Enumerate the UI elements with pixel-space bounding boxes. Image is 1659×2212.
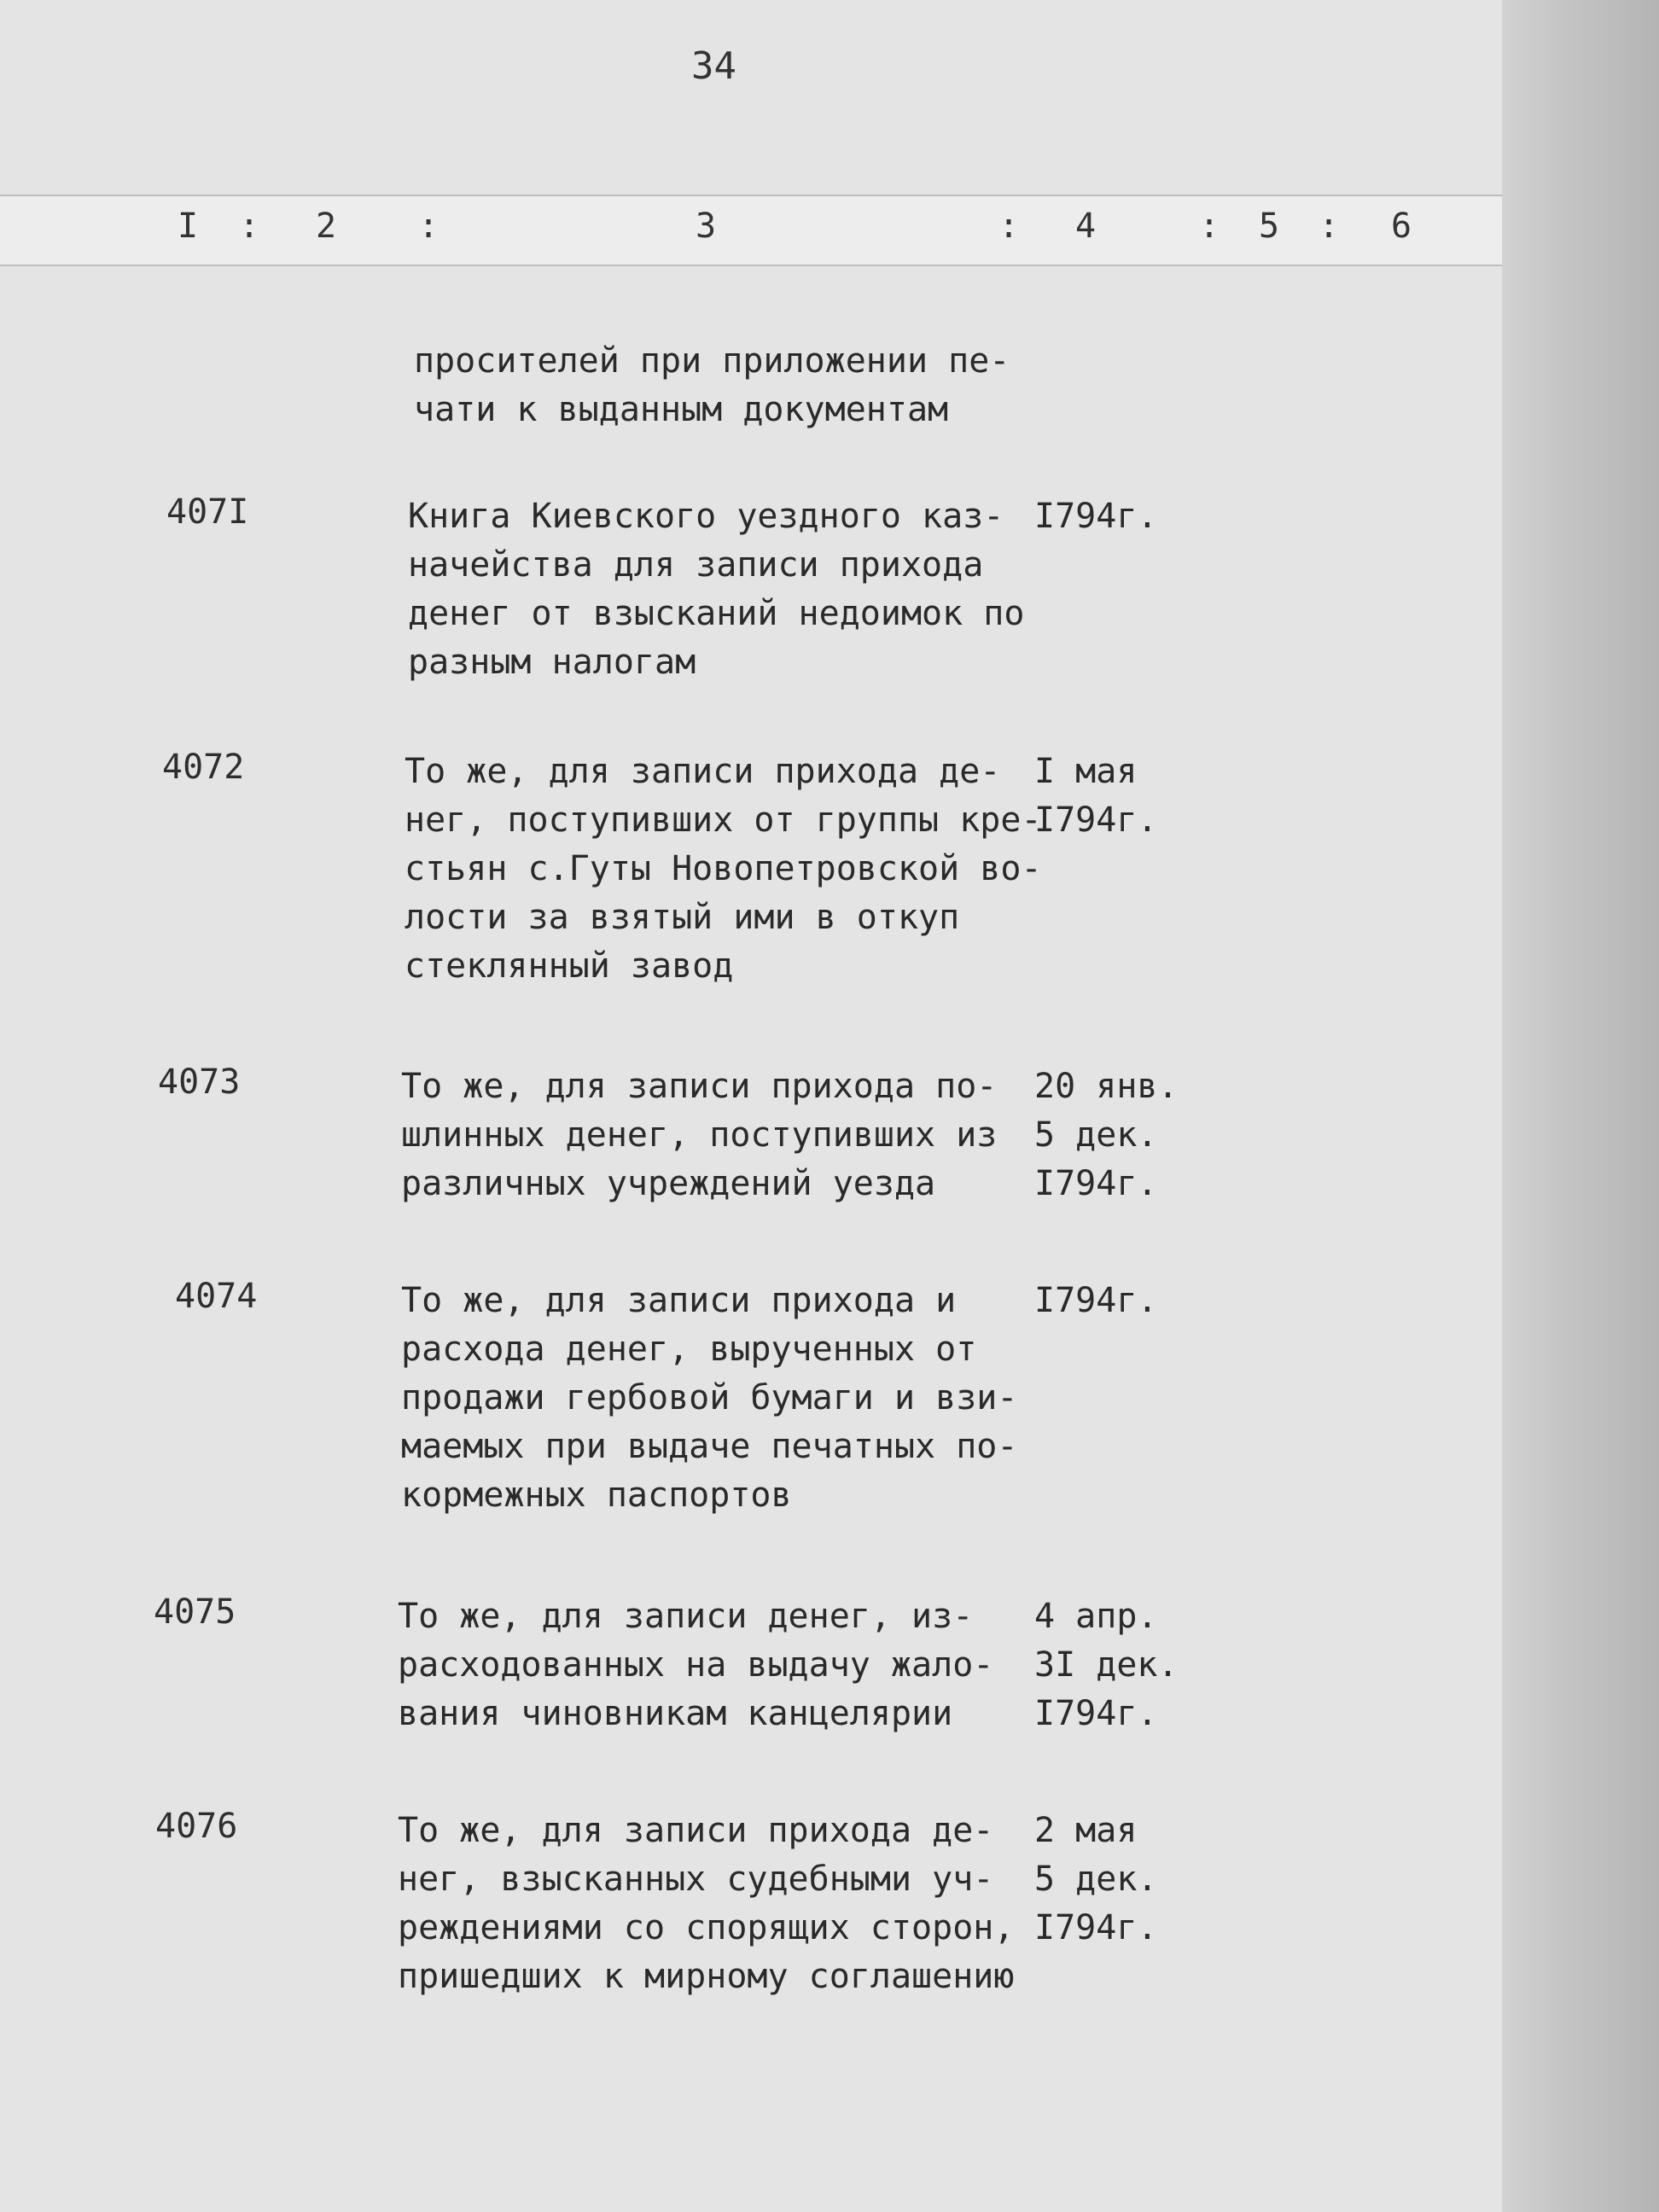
entry-date: I794г. [1034,497,1158,536]
entry-date: I мая I794г. [1034,752,1158,840]
continuation-text: просителей при приложении пе- чати к выданным документам [414,341,1010,429]
entry-date: 20 янв. 5 дек. I794г. [1034,1067,1179,1203]
column-separator: : [1199,207,1220,246]
column-separator: : [418,207,439,246]
entry-number: 4073 [158,1062,241,1102]
column-number-1: I [178,207,199,246]
column-separator: : [998,207,1020,246]
entry-number: 4072 [162,748,245,787]
entry-date: 2 мая 5 дек. I794г. [1034,1811,1158,1947]
page-stack-edge [1502,0,1659,2212]
column-number-6: 6 [1391,207,1412,246]
column-number-3: 3 [696,207,717,246]
column-number-5: 5 [1259,207,1280,246]
entry-number: 4075 [154,1592,236,1632]
entry-number: 4074 [175,1277,258,1316]
entry-description: То же, для записи денег, из- расходованных на выдачу жало- вания чиновникам канцелярии [398,1597,994,1733]
entry-description: То же, для записи прихода де- нег, взысканных судебными уч- реждениями со спорящих сторон, пришедших к мирному соглашению [398,1811,1015,1996]
entry-date: 4 апр. 3I дек. I794г. [1034,1597,1179,1733]
entry-date: I794г. [1034,1281,1158,1320]
entry-description: Книга Киевского уездного каз- начейства для записи прихода денег от взысканий недоимок по разным налогам [408,497,1025,682]
column-number-4: 4 [1075,207,1097,246]
entry-description: То же, для записи прихода и расхода денег, вырученных от продажи гербовой бумаги и взи- маемых при выдаче печатных по- кормежных паспортов [401,1281,1018,1515]
entry-description: То же, для записи прихода по- шлинных денег, поступивших из различных учреждений уезда [401,1067,998,1203]
column-separator: : [239,207,260,246]
column-separator: : [1318,207,1340,246]
entry-description: То же, для записи прихода де- нег, поступивших от группы кре- стьян с.Гуты Новопетровской во- лости за взятый ими в откуп стеклянный завод [405,752,1042,986]
page-number: 34 [691,44,736,88]
entry-number: 407I [166,492,249,532]
column-number-2: 2 [316,207,337,246]
entry-number: 4076 [155,1807,238,1846]
